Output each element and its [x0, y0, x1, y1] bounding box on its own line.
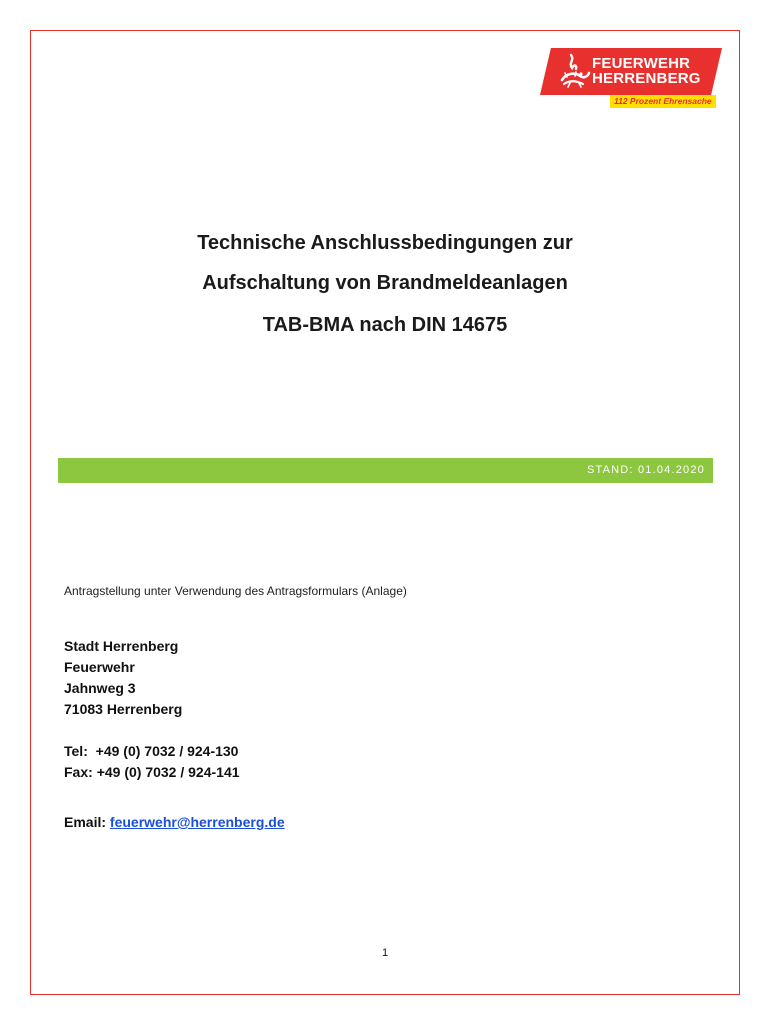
- email-label: Email:: [64, 814, 107, 830]
- email-link[interactable]: feuerwehr@herrenberg.de: [109, 814, 285, 830]
- fax-label: Fax:: [64, 764, 93, 780]
- phone-line: [64, 742, 238, 760]
- document-title-line-1: Technische Anschlussbedingungen zur: [197, 232, 573, 254]
- fax-line: [64, 763, 240, 781]
- document-title-line-2: Aufschaltung von Brandmeldeanlagen: [202, 272, 568, 294]
- address-postal: 71083 Herrenberg: [64, 701, 183, 717]
- page-border: [30, 30, 740, 995]
- logo-text-feuerwehr: FEUERWEHR: [592, 55, 691, 72]
- status-bar: [58, 458, 713, 483]
- email-line: [64, 813, 285, 831]
- address-department: Feuerwehr: [64, 659, 135, 675]
- fax-number: +49 (0) 7032 / 924-141: [96, 764, 240, 780]
- document-title-line-3: TAB-BMA nach DIN 14675: [262, 314, 508, 336]
- feuerwehr-herrenberg-logo: [540, 44, 724, 110]
- logo-tagline: 112 Prozent Ehrensache: [610, 95, 716, 108]
- phone-number: +49 (0) 7032 / 924-130: [95, 743, 239, 759]
- address-street: Jahnweg 3: [64, 680, 136, 696]
- phone-label: Tel:: [64, 743, 88, 759]
- logo-text-herrenberg: HERRENBERG: [592, 70, 701, 87]
- page-number: 1: [381, 947, 389, 959]
- status-date: STAND: 01.04.2020: [586, 464, 705, 476]
- fire-salamander-icon: [558, 53, 592, 91]
- intro-text: Antragstellung unter Verwendung des Antragsformulars (Anlage): [64, 584, 407, 598]
- address-city: Stadt Herrenberg: [64, 638, 179, 654]
